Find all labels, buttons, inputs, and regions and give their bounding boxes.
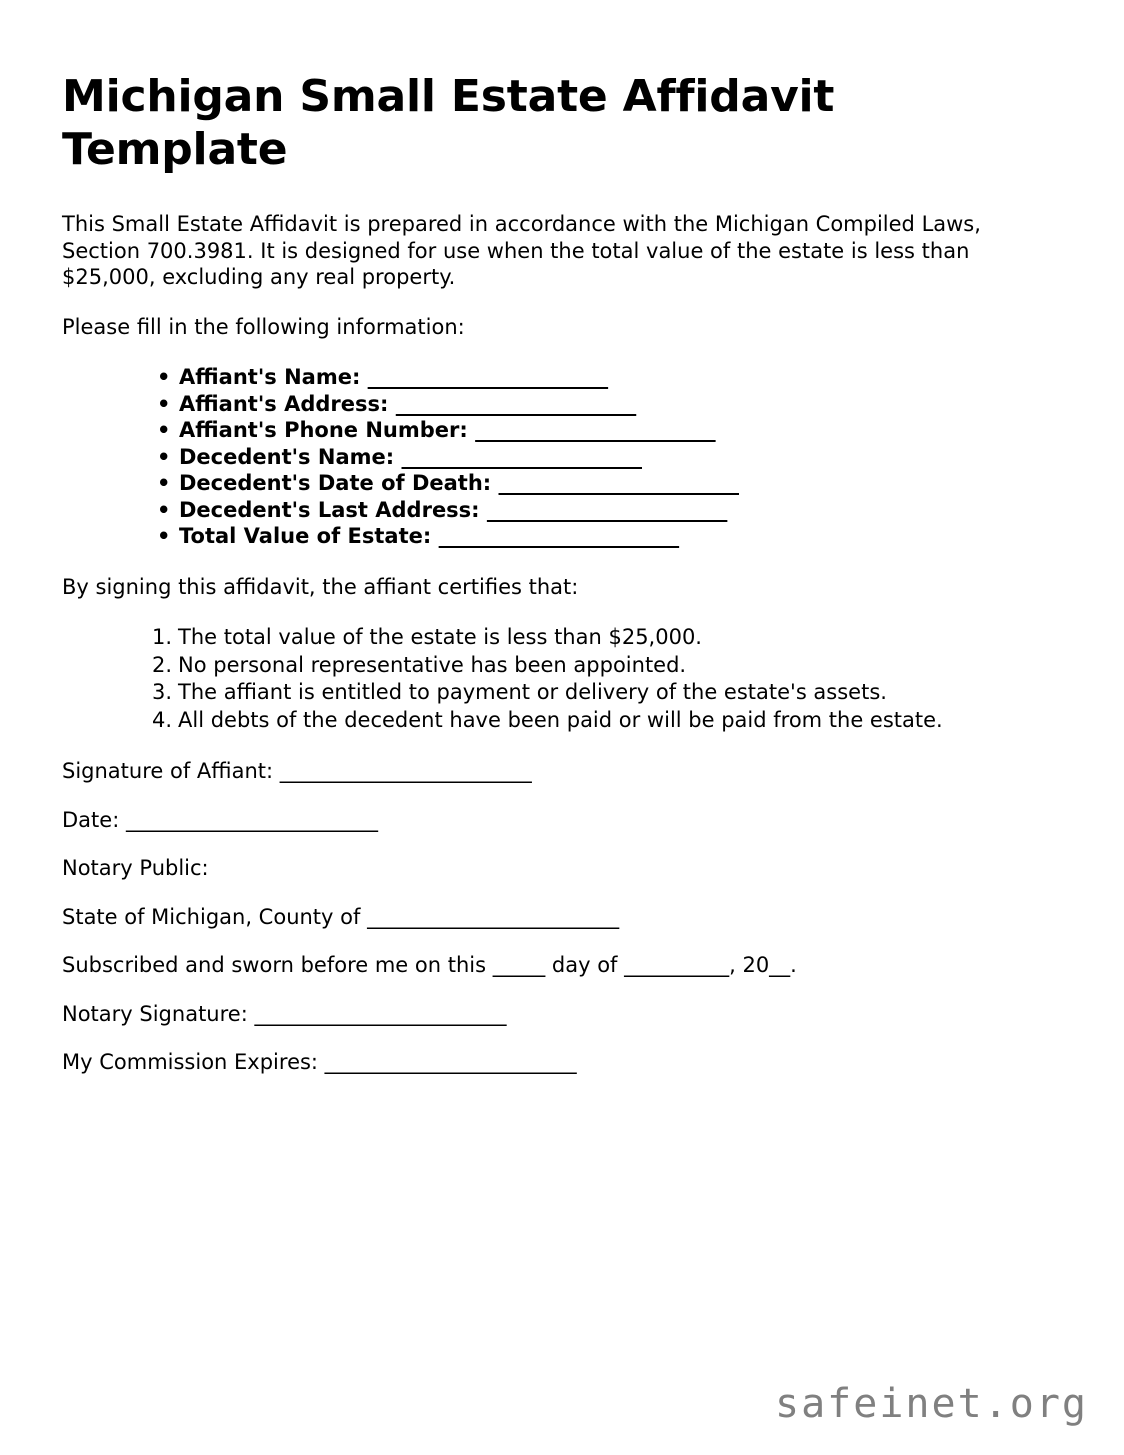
form-field-blank[interactable]: ________________________	[395, 391, 636, 416]
list-item	[62, 523, 1026, 550]
spacer	[62, 785, 1026, 807]
spacer	[62, 882, 1026, 904]
form-field-blank[interactable]: ________________________	[367, 365, 608, 389]
subscribed-sworn-line[interactable]: Subscribed and sworn before me on this _____ day of __________, 20__.	[62, 953, 797, 977]
form-field-blank[interactable]: ________________________	[475, 418, 716, 442]
list-item	[62, 417, 1026, 444]
list-item	[62, 444, 1026, 471]
form-field-blank[interactable]: ________________________	[486, 497, 727, 522]
certification-intro: By signing this affidavit, the affiant certifies that:	[62, 574, 579, 599]
spacer-after-title	[62, 176, 1026, 211]
form-field-blank[interactable]: ________________________	[438, 524, 679, 548]
form-field-label: Decedent's Name:	[179, 444, 395, 469]
form-fields-list	[62, 364, 1026, 550]
spacer-after-form-list	[62, 550, 1026, 574]
form-field-label: Affiant's Address:	[179, 391, 389, 416]
notary-public-heading: Notary Public:	[62, 856, 209, 880]
date-line[interactable]: Date: ________________________	[62, 807, 378, 832]
list-item: No personal representative has been appointed.	[178, 652, 687, 677]
certifications-list	[62, 624, 1026, 734]
list-item	[62, 391, 1026, 418]
list-item	[62, 497, 1026, 524]
state-county-line[interactable]: State of Michigan, County of ________________________	[62, 904, 620, 929]
form-field-label: Total Value of Estate:	[179, 524, 432, 548]
spacer-before-form-list	[62, 340, 1026, 364]
form-field-blank[interactable]: ________________________	[498, 471, 739, 495]
notary-signature-line[interactable]: Notary Signature: ________________________	[62, 1001, 507, 1026]
form-field-label: Affiant's Phone Number:	[179, 418, 468, 442]
intro-paragraph: This Small Estate Affidavit is prepared in accordance with the Michigan Compiled Laws, Section 700.3981. It is designed for use when the total value of the estate is less than $25,000, excluding any real property.	[62, 212, 981, 289]
fill-in-prompt: Please fill in the following information:	[62, 314, 465, 339]
list-item: The total value of the estate is less than $25,000.	[178, 625, 702, 649]
list-item	[62, 470, 1026, 497]
spacer	[62, 1027, 1026, 1049]
signature-of-affiant-line[interactable]: Signature of Affiant: ________________________	[62, 759, 532, 783]
form-field-label: Decedent's Last Address:	[179, 497, 480, 522]
spacer	[62, 930, 1026, 952]
page-title: Michigan Small Estate Affidavit Template	[62, 71, 835, 175]
list-item	[62, 364, 1026, 391]
spacer	[62, 833, 1026, 855]
form-field-blank[interactable]: ________________________	[401, 444, 642, 469]
list-item: The affiant is entitled to payment or delivery of the estate's assets.	[178, 680, 887, 704]
form-field-label: Affiant's Name:	[179, 365, 361, 389]
form-field-label: Decedent's Date of Death:	[179, 471, 492, 495]
commission-expires-line[interactable]: My Commission Expires: ________________________	[62, 1050, 577, 1074]
spacer-after-certify-list	[62, 734, 1026, 758]
site-watermark: safeinet.org	[775, 1381, 1088, 1427]
spacer-after-intro	[62, 291, 1026, 314]
spacer	[62, 979, 1026, 1001]
spacer-before-certify-list	[62, 600, 1026, 624]
list-item: All debts of the decedent have been paid or will be paid from the estate.	[178, 707, 943, 732]
